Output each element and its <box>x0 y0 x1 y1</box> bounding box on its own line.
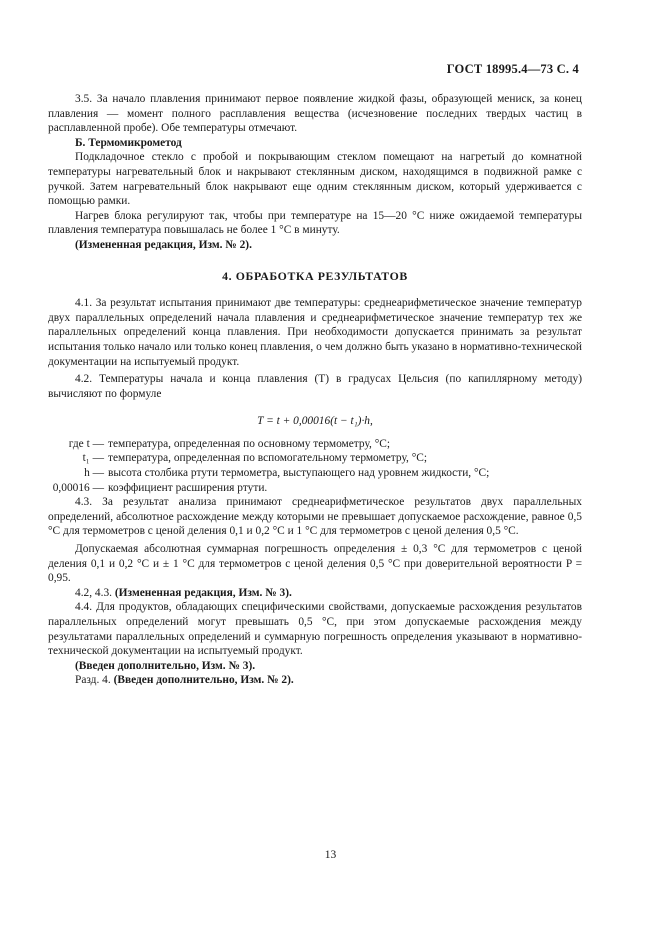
definition-text: температура, определенная по основному термометру, °С; <box>108 437 391 450</box>
paragraph-4-3-tolerance: Допускаемая абсолютная суммарная погрешность определения ± 0,3 °С для термометров с ценой деления 0,1 и 0,2 °С и ± 1 °С для термометров с ценой деления 0,5 °С при доверительной вероятности P = 0,95. <box>48 543 582 585</box>
definition-row <box>48 466 582 481</box>
amendment-line-4-2-4-3 <box>48 586 582 601</box>
amendment-prefix: 4.2, 4.3. <box>75 586 113 599</box>
definition-text: коэффициент расширения ртути. <box>108 481 268 494</box>
paragraph-3-5: 3.5. За начало плавления принимают первое появление жидкой фазы, образующей мениск, за конец плавления — момент полного расплавления вещества (исчезновение последних твердых частиц в расплавленной пробе). Обе температуры отмечают. <box>48 93 582 135</box>
amendment-note-3: (Измененная редакция, Изм. № 3). <box>114 586 292 599</box>
added-note-3: (Введен дополнительно, Изм. № 3). <box>75 659 256 672</box>
formula: T = t + 0,00016(t − t₁)·h, <box>257 415 373 428</box>
definition-row <box>48 437 582 452</box>
definition-symbol: t₁ — <box>82 452 104 465</box>
paragraph-4-3: 4.3. За результат анализа принимают среднеарифметическое результатов двух параллельных определений, абсолютное расхождение между которыми не превышает допускаемое расхождение, равное 0,5 °С для термометров с ценой деления 0,1 и 0,2 °С и 1 °С для термометров с ценой деления 0,5 °С. <box>48 496 582 538</box>
paragraph-heating: Нагрев блока регулируют так, чтобы при температуре на 15—20 °С ниже ожидаемой температуры плавления температура повышалась не более 1 °С в минуту. <box>48 209 582 237</box>
definition-text: температура, определенная по вспомогательному термометру, °С; <box>108 452 428 465</box>
added-note-2: (Введен дополнительно, Изм. № 2). <box>113 674 294 687</box>
paragraph-4-4: 4.4. Для продуктов, обладающих специфическими свойствами, допускаемые расхождения результатов параллельных определений могут превышать 0,5 °С, при этом допускаемые расхождения между результатами параллельных определений и суммарную погрешность определения указывают в нормативно-технической документации на испытуемый продукт. <box>48 601 582 658</box>
definition-symbol: h — <box>84 467 104 480</box>
page-content <box>48 92 582 688</box>
formula-definitions <box>48 437 582 495</box>
definition-symbol: 0,00016 — <box>52 481 104 494</box>
section-title: 4. ОБРАБОТКА РЕЗУЛЬТАТОВ <box>222 268 408 283</box>
paragraph-4-2: 4.2. Температуры начала и конца плавления (T) в градусах Цельсия (по капиллярному методу) вычисляют по формуле <box>48 373 582 400</box>
paragraph-4-1: 4.1. За результат испытания принимают две температуры: среднеарифметическое значение температур двух параллельных определений начала плавления и среднеарифметическое значение температур тех же параллельных определений конца плавления. При необходимости допускается принимать за результат испытания только начало или только конец плавления, о чем должно быть указано в нормативно-технической документации на испытуемый продукт. <box>48 297 582 368</box>
subsection-title-b: Б. Термомикрометод <box>75 136 182 149</box>
definition-symbol: где t — <box>68 437 104 450</box>
section-note-prefix: Разд. 4. <box>75 674 111 687</box>
definition-row <box>48 481 582 496</box>
page-number: 13 <box>324 849 337 861</box>
section-note-line <box>48 673 582 688</box>
paragraph-thermomicro: Подкладочное стекло с пробой и покрывающим стеклом помещают на нагретый до комнатной температуры нагревательный блок и накрывают стеклянным диском, находящимся в подвижной рамке с ручкой. Затем нагревательный блок накрывают еще одним стеклянным диском, который удерживается с помощью рамки. <box>48 151 582 208</box>
amendment-note-2: (Измененная редакция, Изм. № 2). <box>75 238 252 251</box>
definition-row <box>48 451 582 466</box>
definition-text: высота столбика ртути термометра, выступающего над уровнем жидкости, °С; <box>108 467 490 480</box>
page-header: ГОСТ 18995.4—73 С. 4 <box>446 62 579 76</box>
